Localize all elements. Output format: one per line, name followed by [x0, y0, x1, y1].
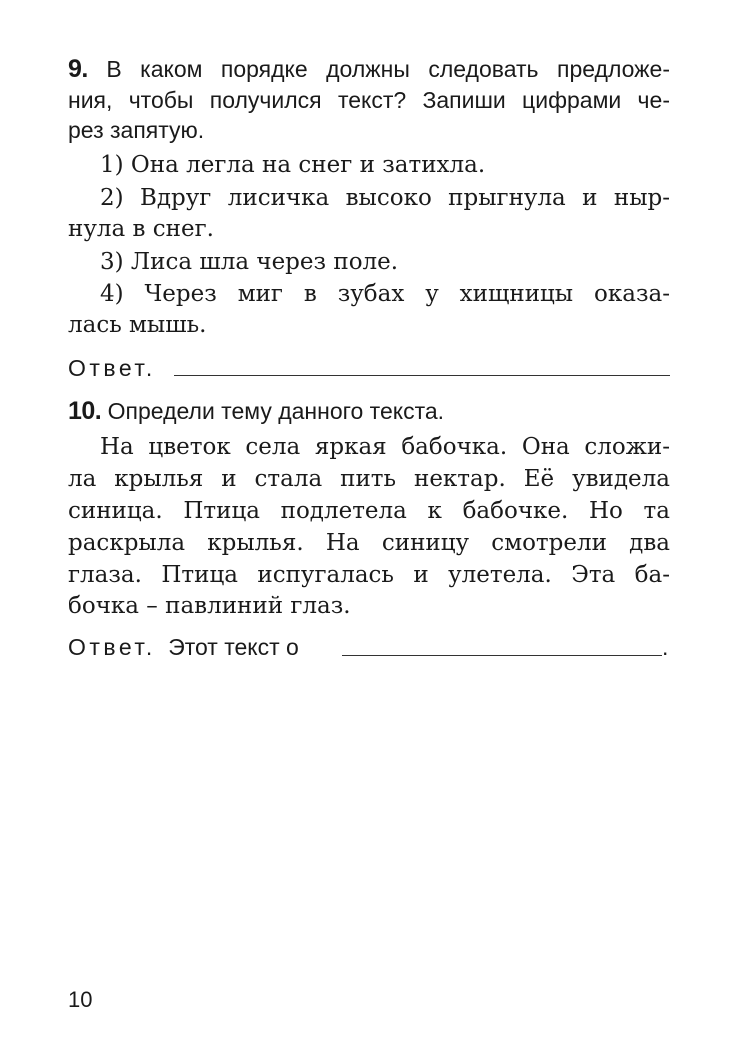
task-10-answer-row — [68, 634, 299, 661]
task-9-answer-field[interactable] — [174, 375, 670, 376]
task-10-question: 10. Определи тему данного текста. — [68, 397, 445, 425]
task-10-answer-label: Ответ. — [68, 634, 156, 660]
task-9-answer-label: Ответ. — [68, 355, 156, 381]
task-9-question-line-3: рез запятую. — [68, 117, 205, 143]
task-10-text-line-4: раскрыла крылья. На синицу смотрели два — [68, 530, 670, 556]
task-10-answer-field[interactable] — [342, 655, 662, 656]
task-10-text-line-3: синица. Птица подлетела к бабочке. Но та — [68, 498, 670, 524]
task-10-text-line-1: На цветок села яркая бабочка. Она сложи- — [100, 434, 670, 460]
task-9-question-line-1: 9. В каком порядке должны следовать предложе- — [68, 55, 670, 83]
task-10-text-line-6: бочка – павлиний глаз. — [68, 593, 351, 619]
task-10-answer-prefix: Этот текст о — [168, 634, 299, 660]
task-10-text-line-5: глаза. Птица испугалась и улетела. Эта ба- — [68, 562, 670, 588]
task-9-item-2-line-2: нула в снег. — [68, 216, 214, 242]
task-9-item-1: 1) Она легла на снег и затихла. — [100, 152, 486, 178]
task-9-item-4-line-1: 4) Через миг в зубах у хищницы оказа- — [100, 281, 670, 307]
task-9-item-2-line-1: 2) Вдруг лисичка высоко прыгнула и ныр- — [100, 185, 670, 211]
task-10-answer-end: . — [662, 634, 669, 660]
task-10-text-line-2: ла крылья и стала пить нектар. Её увидела — [68, 466, 670, 492]
task-9-number: 9. — [68, 55, 88, 83]
page-number: 10 — [68, 987, 93, 1012]
task-9-item-4-line-2: лась мышь. — [68, 312, 207, 338]
task-9-question-line-2: ния, чтобы получился текст? Запиши цифрами че- — [68, 87, 670, 113]
task-9-item-3: 3) Лиса шла через поле. — [100, 249, 399, 275]
task-10-number: 10. — [68, 397, 102, 425]
